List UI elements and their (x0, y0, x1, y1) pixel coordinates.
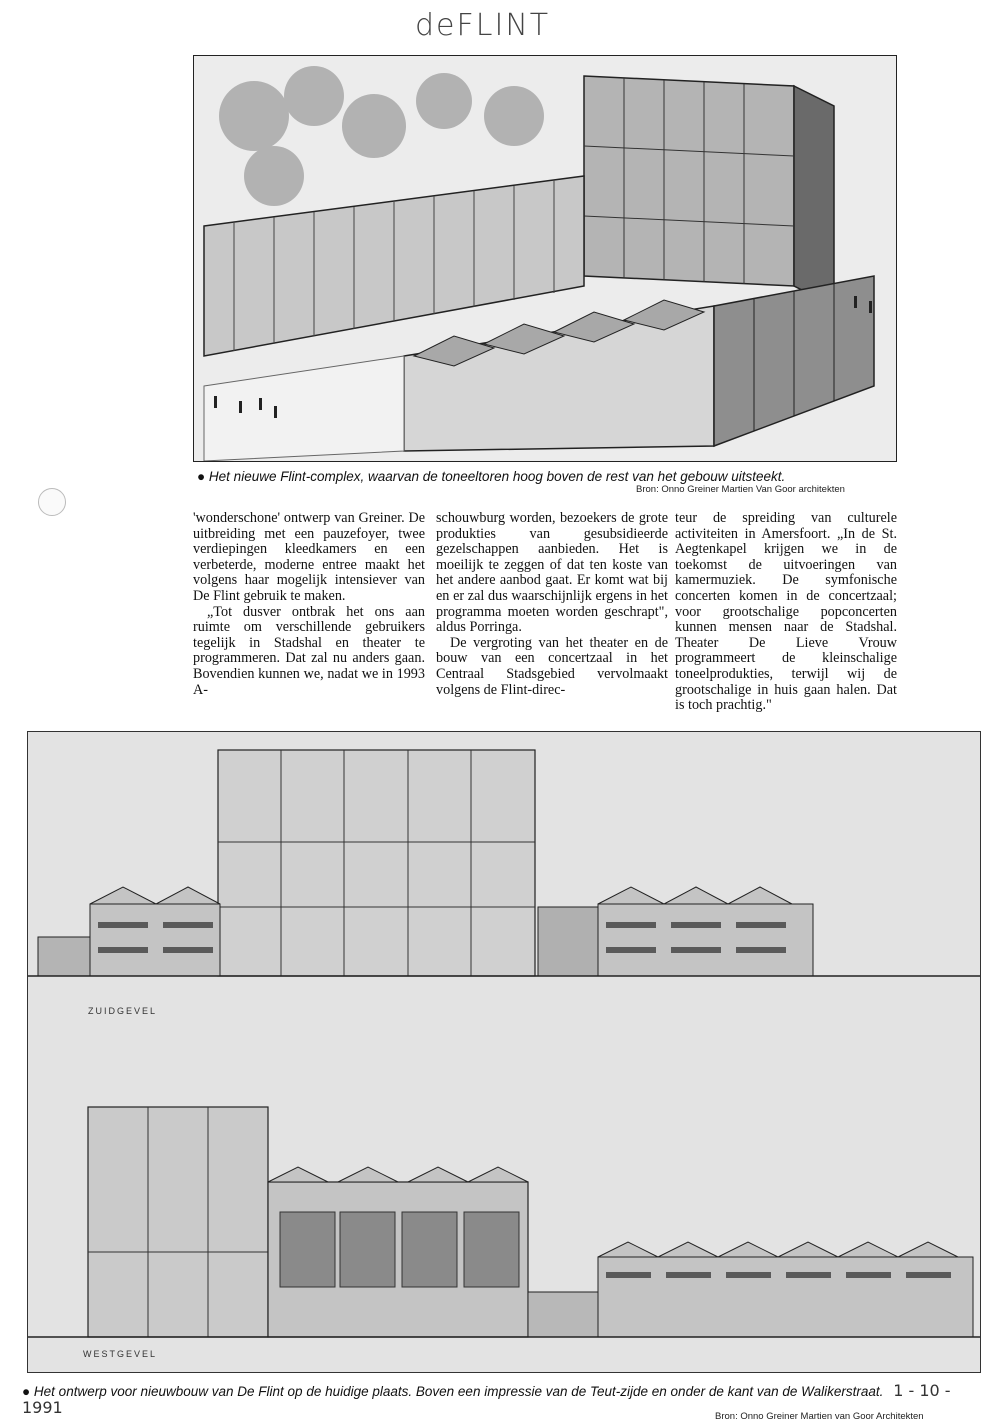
handwritten-date: 1 - 10 - 1991 (22, 1381, 951, 1417)
handwritten-title: deFLINT (415, 8, 551, 43)
bottom-caption-text: Het ontwerp voor nieuwbouw van De Flint op de huidige plaats. Boven een impressie van de Teut-zijde en onder de kant van de Walikerstraat. (33, 1384, 884, 1399)
bullet-icon: ● (197, 469, 206, 484)
punch-hole-top (38, 488, 66, 516)
article-paragraph: 'wonderschone' ontwerp van Greiner. De uitbreiding met een pauzefoyer, twee verdiepingen kleedkamers en een verbeterde, moderne entree maakt het volgens haar mogelijk intensiever van De Flint gebruik te maken. (193, 510, 425, 604)
bullet-icon: ● (22, 1384, 31, 1399)
article-column-2 (436, 511, 668, 698)
article-paragraph: „Tot dusver ontbrak het ons aan ruimte om verschillende gebruikers tegelijk in Stadshal en theater te programmeren. Dat zal nu anders gaan. Bovendien kunnen we, nadat we in 1993 A- (193, 603, 425, 698)
elevation-drawing (27, 731, 981, 1373)
article-paragraph: schouwburg worden, bezoekers de grote produkties van gesubsidieerde gezelschappen aanbieden. Het is moeilijk te zeggen of dat ten koste van het andere aanbod gaat. Er komt wat bij en er zal dus waarschijnlijk ergens in het programma moeten worden geschrapt", aldus Porringa. (436, 510, 668, 636)
bottom-figure-credit: Bron: Onno Greiner Martien van Goor Architekten (715, 1411, 924, 1422)
article-paragraph: teur de spreiding van culturele activiteiten in Amersfoort. „In de St. Aegtenkapel krijgen we in de toekomst de uitvoeringen van kamermuziek. De symfonische concerten komen in de concertzaal; voor grootschalige popconcerten kunnen mensen naar de Stadshal. Theater De Lieve Vrouw programmeert de kleinschalige toneelprodukties, terwijl wij de grootschalige in huis gaan halen. Dat is toch prachtig." (675, 510, 897, 714)
article-paragraph: De vergroting van het theater en de bouw van een concertzaal in het Centraal Stadsgebied vervolmaakt volgens de Flint-direc- (436, 634, 668, 698)
top-figure-credit: Bron: Onno Greiner Martien Van Goor architekten (636, 484, 845, 495)
elevation-label-zuidgevel: ZUIDGEVEL (88, 1006, 158, 1016)
elevation-label-westgevel: WESTGEVEL (83, 1349, 158, 1359)
top-caption-text: Het nieuwe Flint-complex, waarvan de toneeltoren hoog boven de rest van het gebouw uitsteekt. (208, 469, 786, 484)
aerial-sketch-image (193, 55, 897, 462)
article-column-1 (193, 511, 425, 698)
top-figure-caption (197, 469, 897, 484)
article-column-3 (675, 511, 897, 714)
